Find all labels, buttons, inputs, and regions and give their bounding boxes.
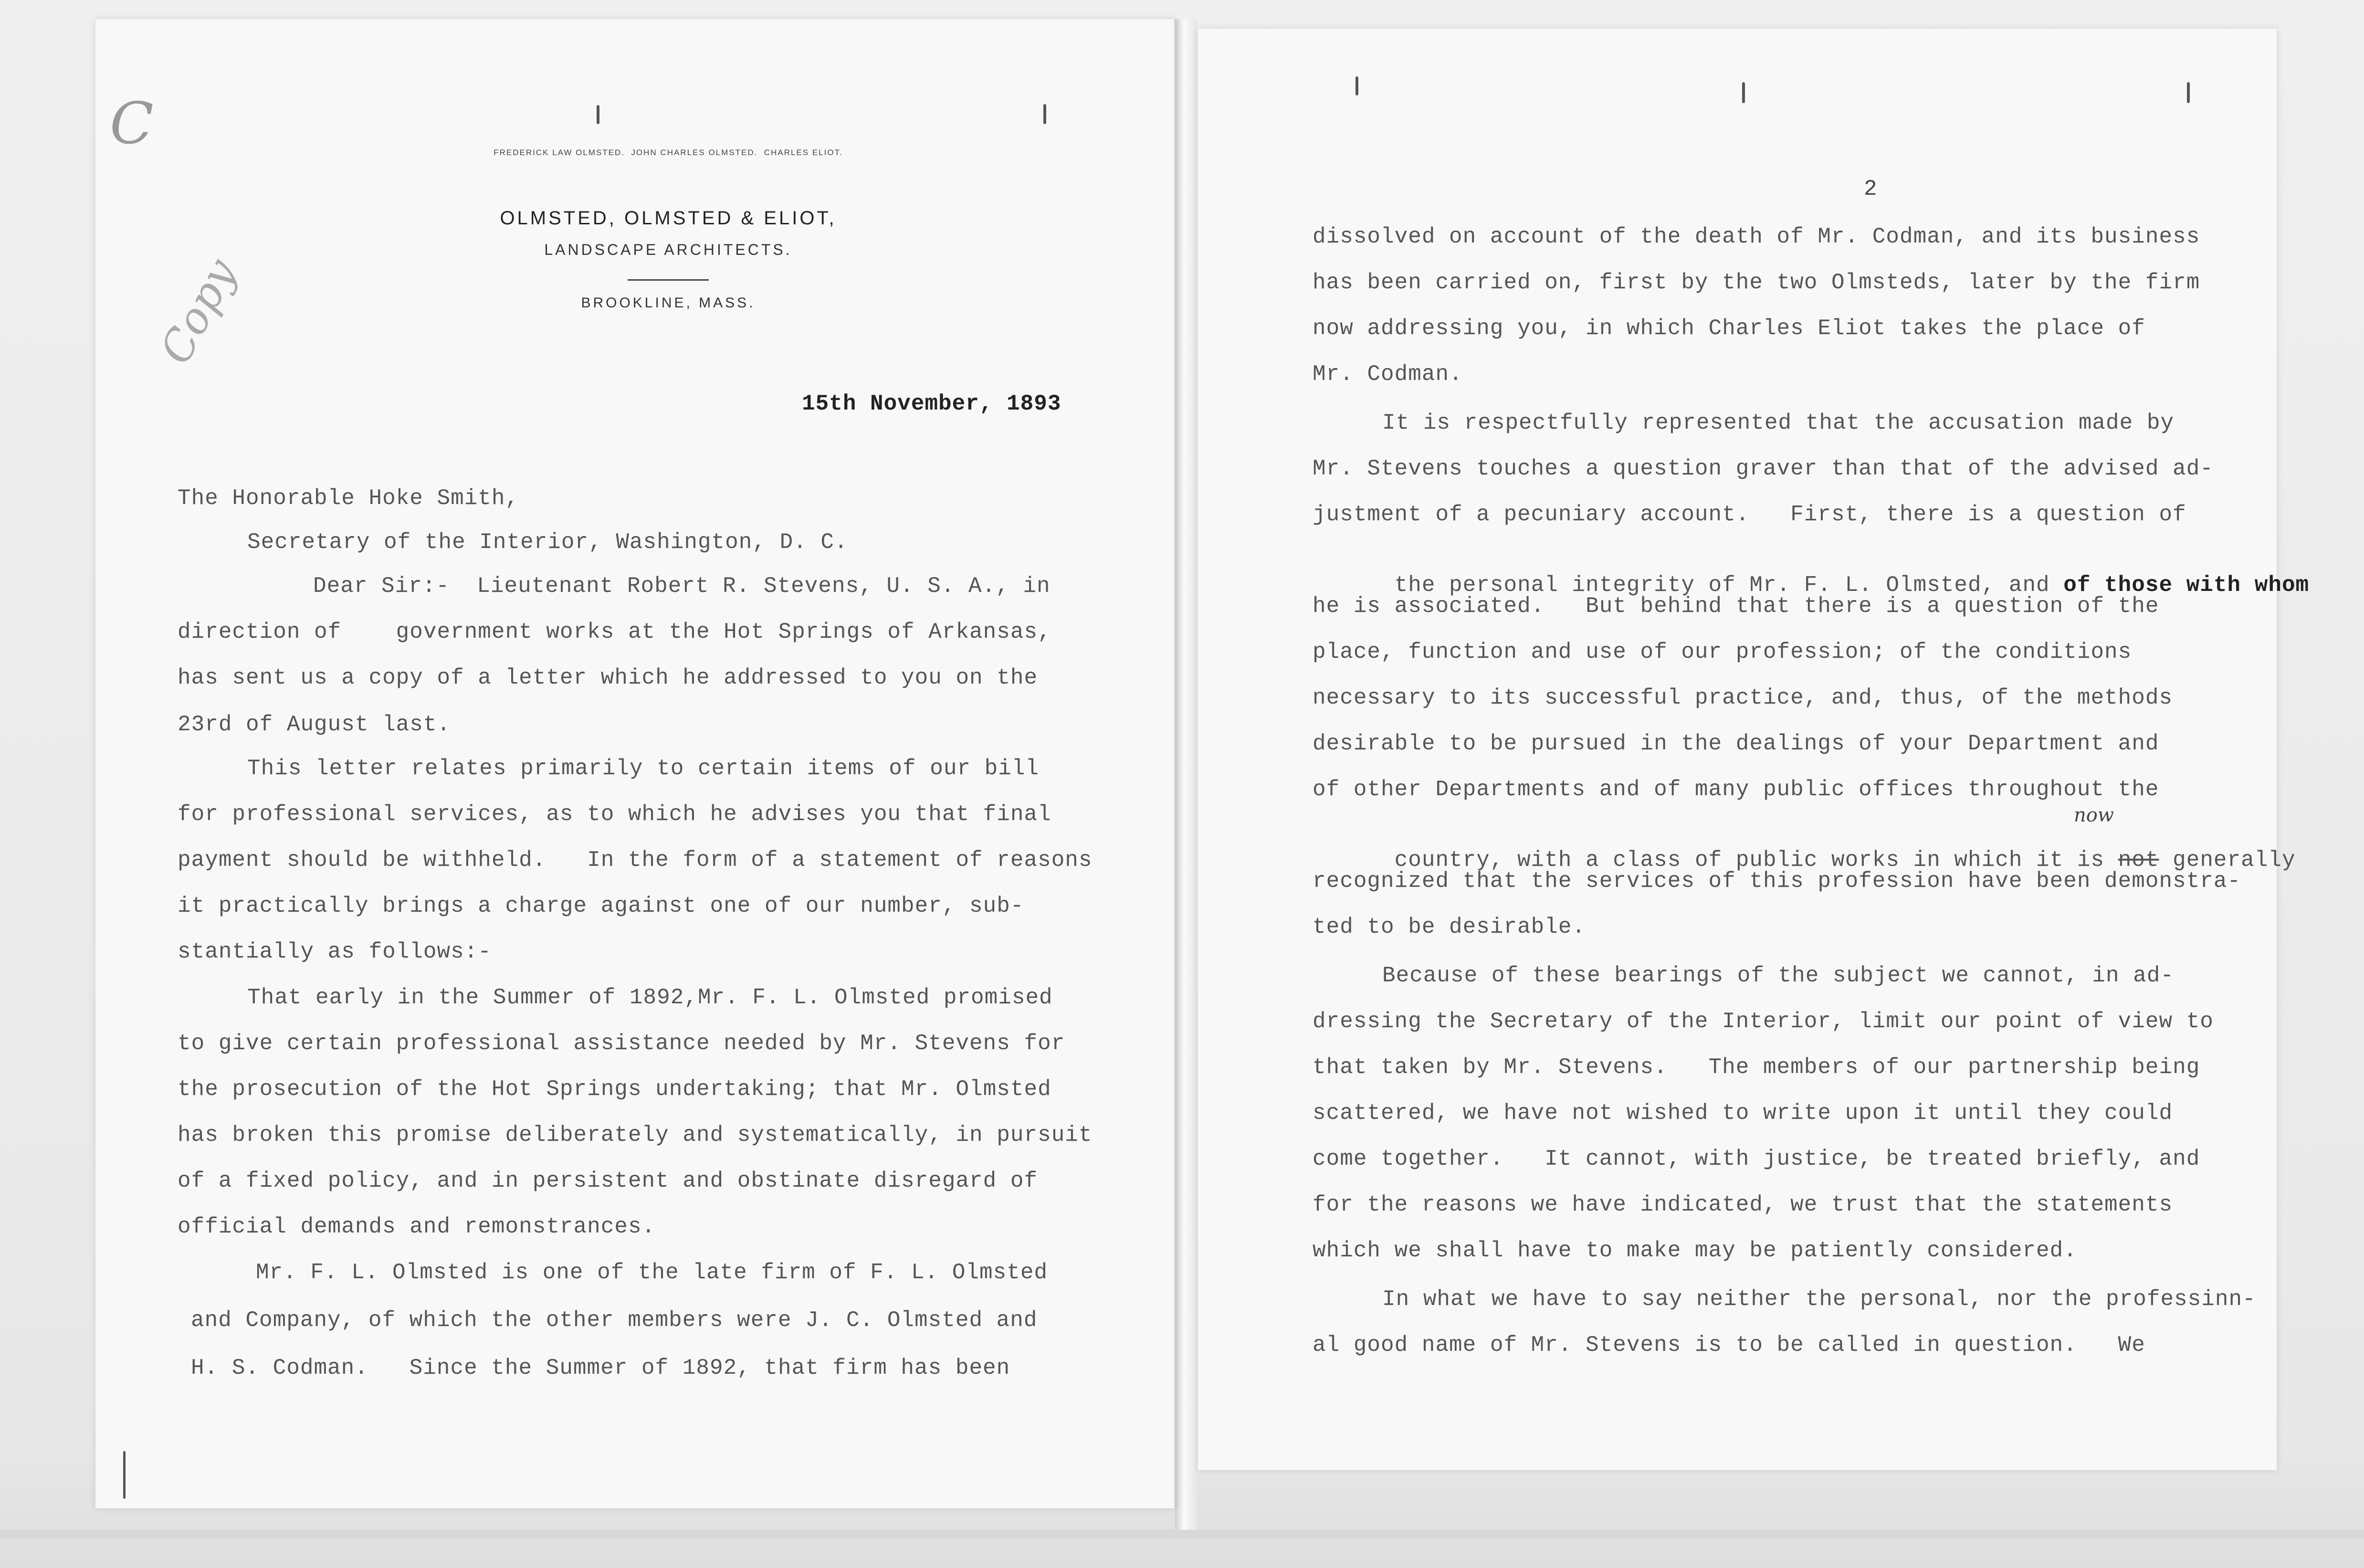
text-line: Secretary of the Interior, Washington, D. C. [247,530,848,555]
text-line: dressing the Secretary of the Interior, limit our point of view to [1313,1009,2214,1034]
text-line: has broken this promise deliberately and systematically, in pursuit [178,1123,1093,1147]
text-line: has been carried on, first by the two Olmsteds, later by the firm [1313,270,2200,295]
copy-annotation: Copy [150,251,247,372]
text-line: dissolved on account of the death of Mr. Codman, and its business [1313,224,2200,249]
text-line: Mr. F. L. Olmsted is one of the late firm of F. L. Olmsted [256,1260,1048,1285]
partner-names: FREDERICK LAW OLMSTED. JOHN CHARLES OLMSTED. CHARLES ELIOT. [494,148,843,157]
text-line: Because of these bearings of the subject we cannot, in ad- [1382,963,2175,988]
text-line: which we shall have to make may be patiently considered. [1313,1238,2077,1263]
text-line: place, function and use of our profession; of the conditions [1313,640,2132,664]
text-line: Dear Sir:- Lieutenant Robert R. Stevens, U. S. A., in [313,574,1051,599]
text-line: to give certain professional assistance needed by Mr. Stevens for [178,1031,1065,1056]
firm-title: LANDSCAPE ARCHITECTS. [544,241,792,258]
page-edge-mark [123,1451,126,1499]
book-gutter [1175,19,1197,1537]
text-line: he is associated. But behind that there is a question of the [1313,594,2159,619]
text-line: come together. It cannot, with justice, be treated briefly, and [1313,1147,2200,1171]
text-line: This letter relates primarily to certain items of our bill [247,756,1040,781]
firm-name: OLMSTED, OLMSTED & ELIOT, [500,208,837,229]
text-line: payment should be withheld. In the form of a statement of reasons [178,848,1093,873]
text-line: The Honorable Hoke Smith, [178,486,519,511]
text-line: justment of a pecuniary account. First, there is a question of [1313,502,2186,527]
text-line: ted to be desirable. [1313,915,1586,939]
text-line: Mr. Stevens touches a question graver than that of the advised ad- [1313,456,2214,481]
text-line: H. S. Codman. Since the Summer of 1892, that firm has been [191,1356,1010,1380]
text-line: of a fixed policy, and in persistent and obstinate disregard of [178,1168,1038,1193]
text-line: necessary to its successful practice, and, thus, of the methods [1313,685,2173,710]
text-line: It is respectfully represented that the accusation made by [1382,410,2175,435]
staple-mark [597,105,599,124]
text-line: Mr. Codman. [1313,362,1463,387]
text-line: it practically brings a charge against one of our number, sub- [178,894,1024,918]
text-line: direction of government works at the Hot Springs of Arkansas, [178,620,1051,644]
c-annotation: C [110,91,154,157]
text-line: scattered, we have not wished to write upon it until they could [1313,1101,2173,1126]
letter-date: 15th November, 1893 [802,391,1061,416]
staple-mark [1742,82,1745,103]
bold-insertion: of those with whom [2063,573,2310,598]
letter-page-2 [1198,29,2310,1470]
text-line: now addressing you, in which Charles Eliot takes the place of [1313,316,2145,341]
text-line: That early in the Summer of 1892,Mr. F. L. Olmsted promised [247,985,1053,1010]
firm-town: BROOKLINE, MASS. [581,295,756,311]
text-line: of other Departments and of many public offices throughout the [1313,777,2159,802]
staple-mark [1043,104,1046,124]
text-line: In what we have to say neither the personal, nor the professinn- [1382,1287,2256,1312]
text-line: official demands and remonstrances. [178,1214,656,1239]
page-number: 2 [1864,177,1878,201]
scan-bottom-edge [0,1530,2364,1538]
struck-word: not [2118,848,2159,873]
text-line: for professional services, as to which he advises you that final [178,802,1051,827]
text-segment: generally [2159,848,2296,873]
text-line: stantially as follows:- [178,939,492,964]
text-line: recognized that the services of this profession have been demonstra- [1313,869,2241,894]
text-line: has sent us a copy of a letter which he addressed to you on the [178,665,1038,690]
text-segment: country, with a class of public works in which it is [1394,848,2105,873]
text-line: that taken by Mr. Stevens. The members of our partnership being [1313,1055,2200,1080]
text-segment: the personal integrity of Mr. F. L. Olmsted, and [1394,573,2050,598]
letterhead-rule [628,279,709,281]
text-line: for the reasons we have indicated, we trust that the statements [1313,1192,2173,1217]
staple-mark [1355,76,1358,95]
text-line: 23rd of August last. [178,712,451,737]
text-line: al good name of Mr. Stevens is to be called in question. We [1313,1333,2145,1358]
handwritten-insertion: now [2074,804,2114,826]
text-line: the prosecution of the Hot Springs undertaking; that Mr. Olmsted [178,1077,1051,1102]
text-line: and Company, of which the other members were J. C. Olmsted and [191,1308,1038,1333]
text-line: desirable to be pursued in the dealings of your Department and [1313,731,2159,756]
letter-page-1 [95,19,1176,1508]
staple-mark [2187,82,2190,103]
